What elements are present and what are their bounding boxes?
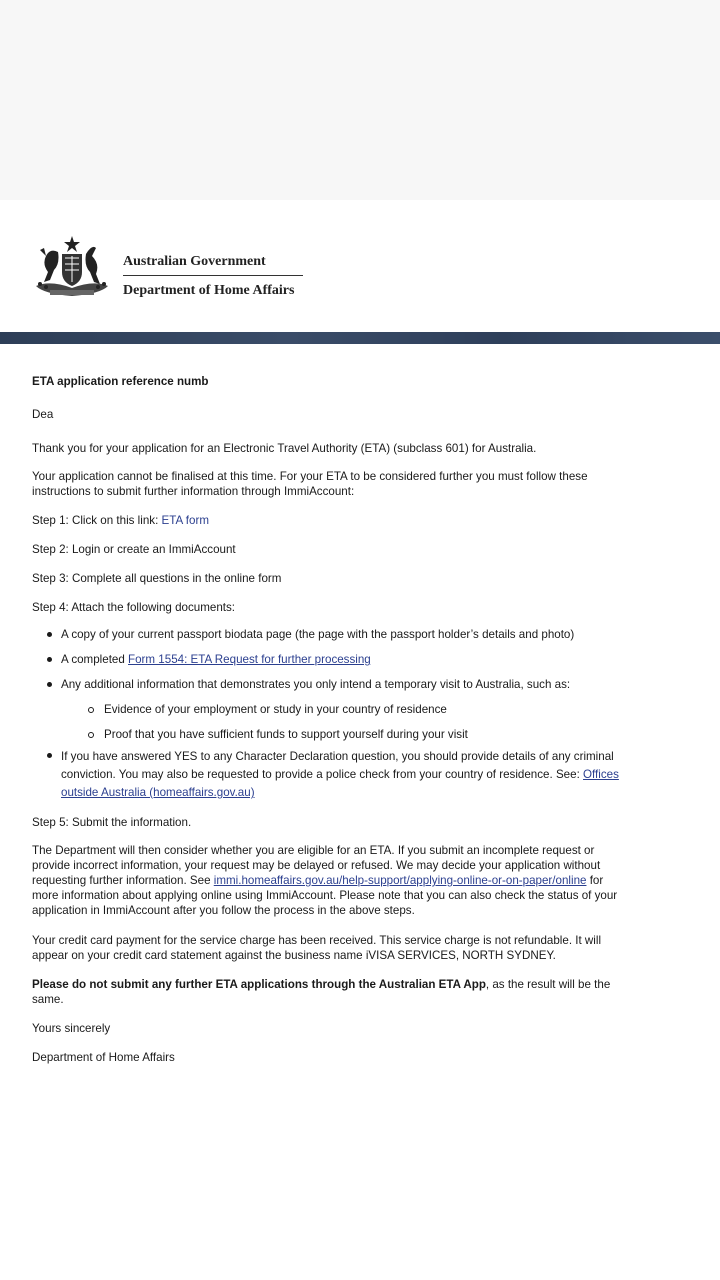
additional-info-list xyxy=(61,702,622,742)
list-item xyxy=(61,702,622,717)
step-4: Step 4: Attach the following documents: xyxy=(32,601,236,614)
list-item xyxy=(32,748,622,802)
step-2: Step 2: Login or create an ImmiAccount xyxy=(32,543,236,556)
offices-outside-australia-link[interactable]: Offices outside Australia (homeaffairs.gov.au) xyxy=(61,768,619,799)
consideration-paragraph xyxy=(32,843,622,918)
eta-form-link[interactable]: ETA form xyxy=(161,514,209,527)
warning-rest-text: , as the result will be the same. xyxy=(32,978,611,1006)
doc-passport-text: A copy of your current passport biodata page (the page with the passport holder’s details and photo) xyxy=(61,628,575,641)
list-item xyxy=(32,627,622,642)
step-3: Step 3: Complete all questions in the online form xyxy=(32,572,282,585)
step-1 xyxy=(32,513,622,528)
document-list xyxy=(32,627,622,802)
header-band xyxy=(0,332,720,344)
list-item xyxy=(61,727,622,742)
reference-number-label: ETA application reference numb xyxy=(32,375,209,388)
top-blank-area xyxy=(0,0,720,200)
signature: Department of Home Affairs xyxy=(32,1051,175,1064)
sub-employment-text: Evidence of your employment or study in your country of residence xyxy=(104,703,447,716)
org-name-government: Australian Government xyxy=(123,254,266,269)
list-item xyxy=(32,677,622,742)
coat-of-arms-icon xyxy=(30,234,114,300)
warning-paragraph xyxy=(32,977,622,1007)
consideration-text-b: for more information about applying online using ImmiAccount. Please note that you can also check the status of your application in ImmiAccount after you follow the process in the above steps. xyxy=(32,874,618,917)
form-1554-link[interactable]: Form 1554: ETA Request for further processing xyxy=(128,653,371,666)
consideration-text-a: The Department will then consider whether you are eligible for an ETA. If you submit an incomplete request or provide incorrect information, your request may be delayed or refused. We may decide your application without requesting further information. See xyxy=(32,844,601,887)
warning-bold-text: Please do not submit any further ETA applications through the Australian ETA App xyxy=(32,978,486,991)
step-5: Step 5: Submit the information. xyxy=(32,816,192,829)
letter-body xyxy=(32,374,622,1065)
doc-character-text: If you have answered YES to any Character Declaration question, you should provide details of any criminal conviction. You may also be requested to provide a police check from your country of residence. See: xyxy=(61,750,614,781)
salutation: Dea xyxy=(32,408,54,421)
list-item xyxy=(32,652,622,667)
doc-form-text: A completed xyxy=(61,653,129,666)
intro-paragraph: Thank you for your application for an Electronic Travel Authority (ETA) (subclass 601) for Australia. xyxy=(32,442,537,455)
payment-paragraph: Your credit card payment for the service charge has been received. This service charge is not refundable. It will appear on your credit card statement against the business name iVISA SERVICES, NORTH SYDNEY. xyxy=(32,934,602,962)
notice-paragraph: Your application cannot be finalised at this time. For your ETA to be considered further you must follow these instructions to submit further information through ImmiAccount: xyxy=(32,470,588,498)
closing: Yours sincerely xyxy=(32,1022,111,1035)
step-1-text: Step 1: Click on this link: xyxy=(32,514,162,527)
letterhead-divider xyxy=(123,275,303,276)
doc-additional-text: Any additional information that demonstrates you only intend a temporary visit to Australia, such as: xyxy=(61,678,571,691)
immi-help-link[interactable]: immi.homeaffairs.gov.au/help-support/applying-online-or-on-paper/online xyxy=(213,874,587,887)
sub-funds-text: Proof that you have sufficient funds to support yourself during your visit xyxy=(104,728,468,741)
org-name-department: Department of Home Affairs xyxy=(123,283,295,298)
